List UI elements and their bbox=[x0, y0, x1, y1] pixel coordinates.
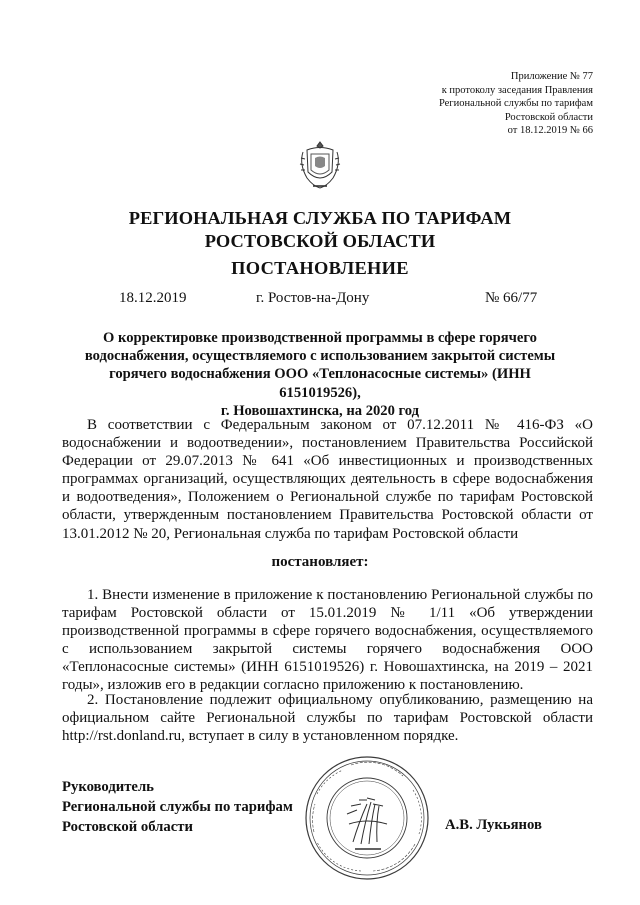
subject-line: г. Новошахтинска, на 2020 год bbox=[220, 402, 420, 419]
signatory-title-line: Руководитель bbox=[62, 779, 154, 795]
signatory-title-line: Ростовской области bbox=[62, 819, 193, 835]
decree-item-1: 1. Внести изменение в приложение к постановлению Региональной службы по тарифам Ростовской области от 15.01.2019 № 1/11 «Об утверждении производственной программы в сфере горячего водоснабжения, осуществляемого с использованием закрытой системы горячего водоснабжения ООО «Теплонасосные системы» (ИНН 6151019526) г. Новошахтинска, на 2019 – 2021 годы», изложив его в редакции согласно приложению к постановлению. bbox=[62, 587, 593, 694]
annex-note bbox=[333, 70, 593, 138]
document-number: № 66/77 bbox=[485, 290, 538, 306]
document-subject bbox=[70, 329, 570, 420]
coat-of-arms-icon bbox=[297, 140, 343, 192]
decree-item-2: 2. Постановление подлежит официальному опубликованию, размещению на официальном сайте Региональной службы по тарифам Ростовской области http://rst.donland.ru, вступает в силу в установленном порядке. bbox=[62, 692, 593, 745]
preamble-paragraph: В соответствии с Федеральным законом от 07.12.2011 № 416-ФЗ «О водоснабжении и водоотведении», постановлением Правительства Российской Федерации от 29.07.2013 № 641 «Об инвестиционных и производственных программах организаций, осуществляющих деятельность в сфере водоснабжения и водоотведения», Положением о Региональной службе по тарифам Ростовской области, утвержденным постановлением Правительства Ростовской области от 13.01.2012 № 20, Региональная служба по тарифам Ростовской области bbox=[62, 417, 593, 542]
document-place: г. Ростов-на-Дону bbox=[256, 290, 370, 306]
org-line-2: РОСТОВСКОЙ ОБЛАСТИ bbox=[204, 231, 436, 251]
org-line-1: РЕГИОНАЛЬНАЯ СЛУЖБА ПО ТАРИФАМ bbox=[128, 208, 512, 228]
decree-word: постановляет: bbox=[271, 554, 369, 570]
annex-line: Приложение № 77 bbox=[510, 71, 593, 82]
subject-line: водоснабжения, осуществляемого с использованием закрытой системы bbox=[84, 348, 556, 365]
annex-line: от 18.12.2019 № 66 bbox=[507, 125, 593, 137]
signatory-title bbox=[62, 777, 293, 837]
annex-line: Региональной службы по тарифам bbox=[438, 98, 593, 110]
subject-line: горячего водоснабжения ООО «Теплонасосные системы» (ИНН 6151019526), bbox=[109, 366, 531, 401]
official-seal-icon bbox=[303, 754, 431, 882]
subject-line: О корректировке производственной программы в сфере горячего bbox=[103, 330, 537, 346]
document-date: 18.12.2019 bbox=[119, 290, 187, 306]
signatory-name: А.В. Лукьянов bbox=[445, 817, 542, 833]
annex-line: Ростовской области bbox=[504, 111, 593, 123]
annex-line: к протоколу заседания Правления bbox=[441, 84, 593, 96]
document-type: ПОСТАНОВЛЕНИЕ bbox=[231, 258, 409, 278]
signatory-title-line: Региональной службы по тарифам bbox=[62, 799, 293, 815]
organization-title bbox=[60, 207, 580, 253]
